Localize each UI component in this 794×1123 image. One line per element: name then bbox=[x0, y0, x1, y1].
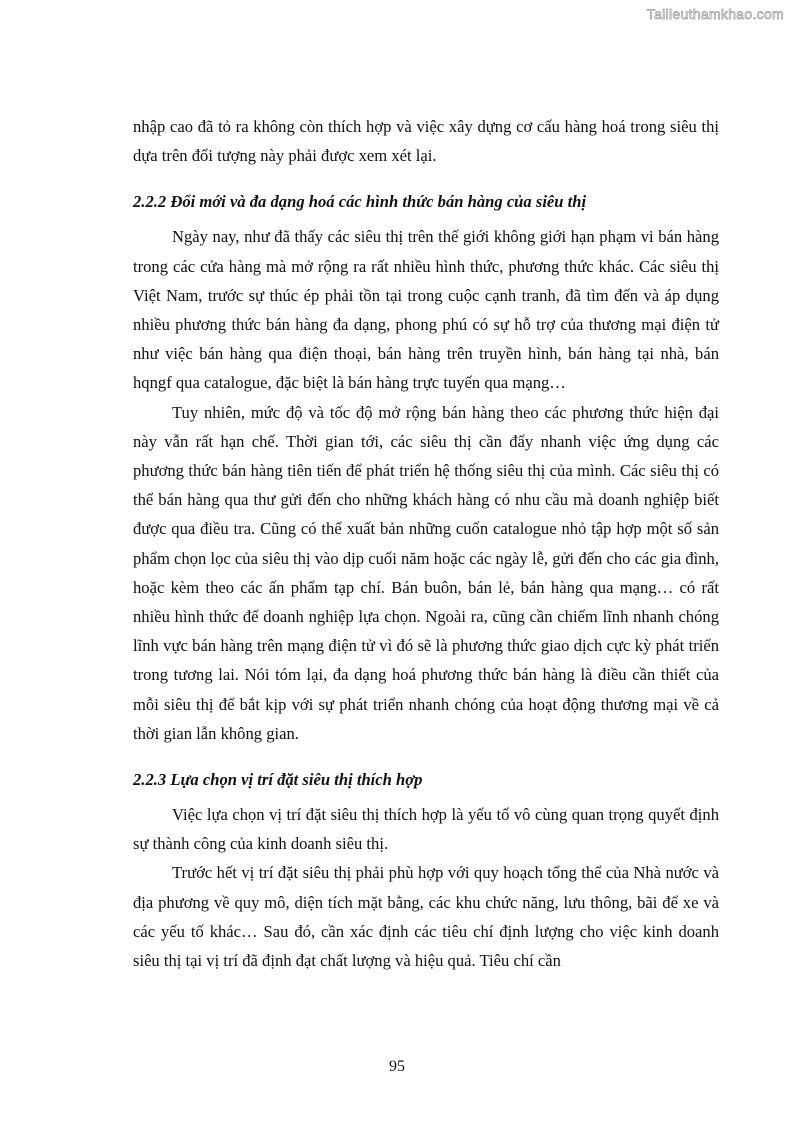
paragraph-continuation: nhập cao đã tỏ ra không còn thích hợp và việc xây dựng cơ cấu hàng hoá trong siêu thị dựa trên đối tượng này phải được xem xét lại. bbox=[133, 117, 719, 166]
watermark-text: Tailieuthamkhao.com bbox=[646, 6, 784, 22]
paragraph-modern-methods: Tuy nhiên, mức độ và tốc độ mở rộng bán hàng theo các phương thức hiện đại này vẫn rất hạn chế. Thời gian tới, các siêu thị cần đẩy nhanh việc ứng dụng các phương thức bán hàng tiên tiến để phát triển hệ thống siêu thị của mình. Các siêu thị có thể bán hàng qua thư gửi đến cho những khách hàng có nhu cầu mà doanh nghiệp biết được qua điều tra. Cũng có thể xuất bản những cuốn catalogue nhỏ tập hợp một số sản phẩm chọn lọc của siêu thị vào dịp cuối năm hoặc các ngày lễ, gửi đến cho các gia đình, hoặc kèm theo các ấn phẩm tạp chí. Bán buôn, bán lẻ, bán hàng qua mạng… có rất nhiều hình thức để doanh nghiệp lựa chọn. Ngoài ra, cũng cần chiếm lĩnh nhanh chóng lĩnh vực bán hàng trên mạng điện tử vì đó sẽ là phương thức giao dịch cực kỳ phát triển trong tương lai. Nói tóm lại, đa dạng hoá phương thức bán hàng là điều cần thiết của mỗi siêu thị để bắt kịp với sự phát triển nhanh chóng của hoạt động thương mại về cả thời gian lẫn không gian. bbox=[133, 402, 719, 743]
paragraph-location-importance: Việc lựa chọn vị trí đặt siêu thị thích hợp là yếu tố vô cùng quan trọng quyết định sự thành công của kinh doanh siêu thị. bbox=[133, 805, 719, 854]
paragraph-location-criteria: Trước hết vị trí đặt siêu thị phải phù hợp với quy hoạch tổng thể của Nhà nước và địa phương về quy mô, diện tích mặt bằng, các khu chức năng, lưu thông, bãi để xe và các yếu tố khác… Sau đó, cần xác định các tiêu chí định lượng cho việc kinh doanh siêu thị tại vị trí đã định đạt chất lượng và hiệu quả. Tiêu chí cần bbox=[133, 863, 719, 971]
section-heading-2-2-3: 2.2.3 Lựa chọn vị trí đặt siêu thị thích hợp bbox=[133, 770, 423, 790]
paragraph-sales-forms: Ngày nay, như đã thấy các siêu thị trên thế giới không giới hạn phạm vi bán hàng trong các cửa hàng mà mở rộng ra rất nhiều hình thức, phương thức khác. Các siêu thị Việt Nam, trước sự thúc ép phải tồn tại trong cuộc cạnh tranh, đã tìm đến và áp dụng nhiều phương thức bán hàng đa dạng, phong phú có sự hỗ trợ của thương mại điện tử như việc bán hàng qua điện thoại, bán hàng trên truyền hình, bán hàng tại nhà, bán hqngf qua catalogue, đặc biệt là bán hàng trực tuyến qua mạng… bbox=[133, 227, 719, 393]
page-number: 95 bbox=[389, 1058, 405, 1075]
page-body bbox=[133, 112, 719, 975]
section-heading-2-2-2: 2.2.2 Đổi mới và đa dạng hoá các hình thức bán hàng của siêu thị bbox=[133, 192, 587, 212]
